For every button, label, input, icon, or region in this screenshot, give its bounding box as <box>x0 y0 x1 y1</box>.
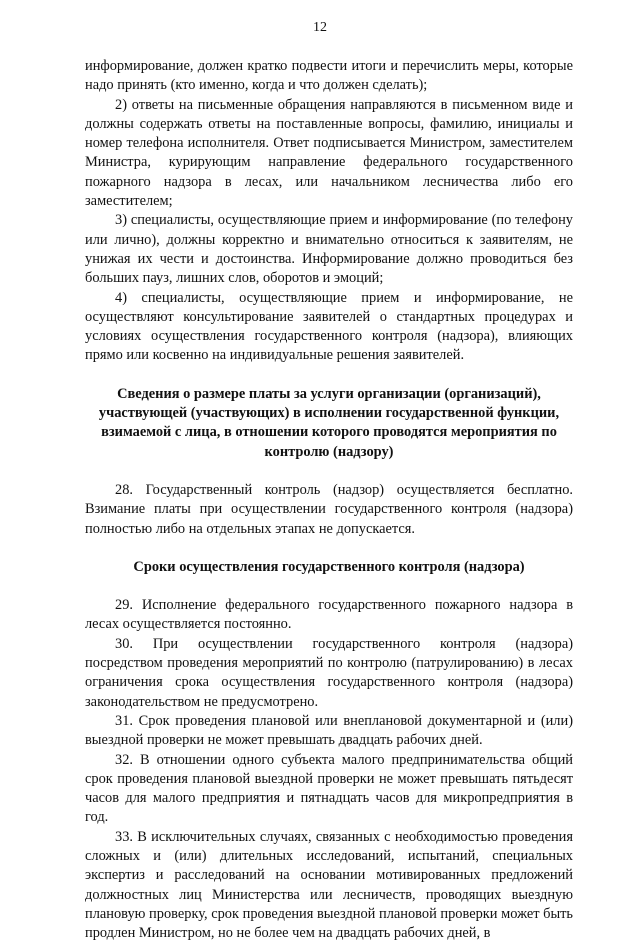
paragraph-31: 31. Срок проведения плановой или внеплановой документарной и (или) выездной проверки не может превышать двадцать рабочих дней. <box>85 712 573 749</box>
paragraph-item-3: 3) специалисты, осуществляющие прием и информирование (по телефону или лично), должны корректно и внимательно относиться к заявителям, не унижая их чести и достоинства. Информирование должно проводиться без больших пауз, лишних слов, оборотов и эмоций; <box>85 212 573 287</box>
paragraph-29: 29. Исполнение федерального государственного пожарного надзора в лесах осуществляется постоянно. <box>85 597 573 633</box>
paragraph-continuation: информирование, должен кратко подвести итоги и перечислить меры, которые надо принять (кто именно, когда и что должен сделать); <box>85 58 573 94</box>
paragraph-item-2: 2) ответы на письменные обращения направляются в письменном виде и должны содержать ответы на поставленные вопросы, фамилию, инициалы и номер телефона исполнителя. Ответ подписывается Министром, заместителем Министра, курирующим направление федерального государственного пожарного надзора в лесах, или начальником лесничества либо его заместителем; <box>85 96 573 210</box>
paragraph-33: 33. В исключительных случаях, связанных с необходимостью проведения сложных и (или) длительных исследований, испытаний, специальных экспертиз и расследований на основании мотивированных предложений должностных лиц Министерства или лесничеств, проводящих выездную плановую проверку, срок проведения выездной плановой проверки может быть продлен Министром, но не более чем на двадцать рабочих дней, в <box>85 828 573 942</box>
section-heading-fee: Сведения о размере платы за услуги организации (организаций), участвующей (участвующих) в исполнении государственной функции, взимаемой с лица, в отношении которого проводятся мероприятия по контролю (надзору) <box>98 385 560 460</box>
paragraph-item-4: 4) специалисты, осуществляющие прием и информирование, не осуществляют консультирование заявителей о стандартных процедурах и условиях осуществления государственного контроля (надзора), влияющих прямо или косвенно на индивидуальные решения заявителей. <box>85 289 573 364</box>
page-number: 12 <box>313 20 327 35</box>
document-body <box>85 57 573 943</box>
paragraph-30: 30. При осуществлении государственного контроля (надзора) посредством проведения мероприятий по контролю (патрулированию) в лесах ограничения срока осуществления государственного контроля (надзора) законодательством не предусмотрено. <box>85 635 573 710</box>
paragraph-28: 28. Государственный контроль (надзор) осуществляется бесплатно. Взимание платы при осуществлении государственного контроля (надзора) полностью либо на отдельных этапах не допускается. <box>85 481 573 537</box>
section-heading-terms: Сроки осуществления государственного контроля (надзора) <box>133 558 525 575</box>
paragraph-32: 32. В отношении одного субъекта малого предпринимательства общий срок проведения плановой выездной проверки не может превышать пятьдесят часов для малого предприятия и пятнадцать часов для микропредприятия в год. <box>85 751 573 826</box>
